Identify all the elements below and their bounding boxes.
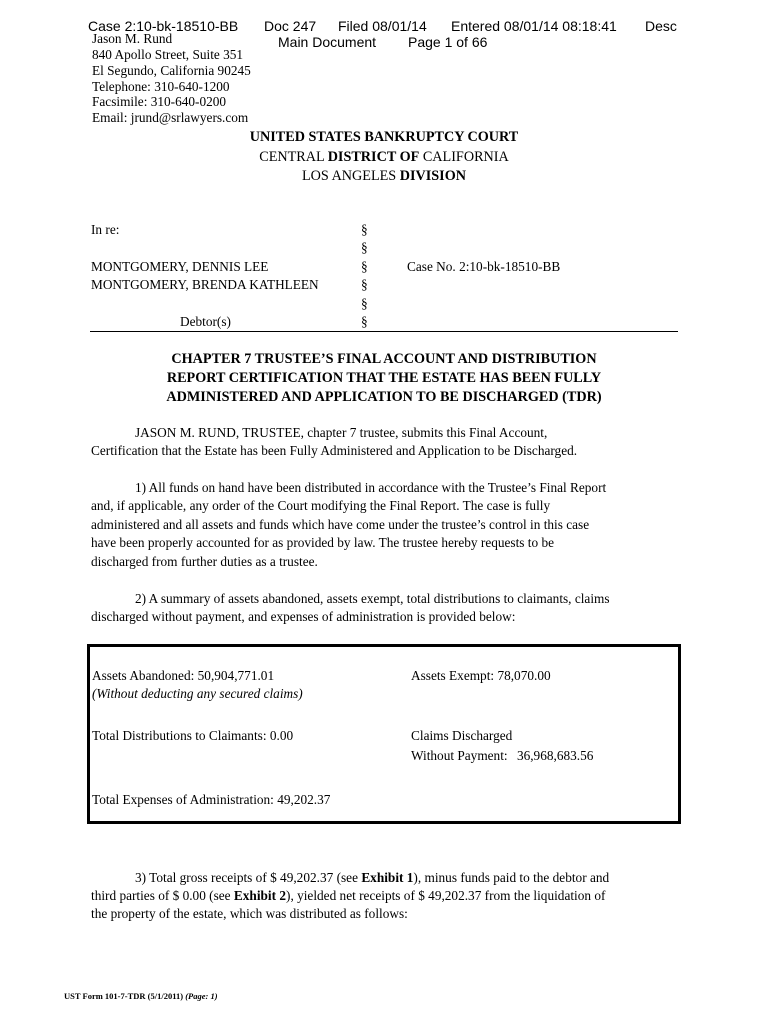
division-label: DIVISION (399, 168, 466, 184)
district-label: DISTRICT OF (327, 149, 420, 165)
filing-stamp-page: Page 1 of 66 (408, 34, 488, 50)
in-re-label: In re: (91, 222, 120, 237)
filing-stamp-filed: Filed 08/01/14 (338, 18, 427, 34)
section-symbol: § (361, 314, 368, 329)
para2-line-1: 2) A summary of assets abandoned, assets exempt, total distributions to claimants, claims (135, 591, 610, 606)
attorney-street: 840 Apollo Street, Suite 351 (92, 47, 244, 62)
total-distributions (92, 728, 293, 744)
case-number: Case No. 2:10-bk-18510-BB (407, 259, 561, 274)
para3-line-2 (91, 888, 605, 904)
para3-line-1-b: ), minus funds paid to the debtor and (413, 870, 610, 885)
para1-line-2: and, if applicable, any order of the Court modifying the Final Report. The case is fully (91, 498, 551, 513)
without-payment (411, 748, 593, 764)
form-footer (64, 991, 218, 1001)
section-symbol: § (361, 277, 368, 292)
district-state: CALIFORNIA (422, 149, 509, 165)
assets-exempt-label: Assets Exempt: (411, 668, 495, 683)
total-expenses (92, 792, 330, 808)
debtor-name-2: MONTGOMERY, BRENDA KATHLEEN (91, 277, 319, 292)
abandoned-note: (Without deducting any secured claims) (92, 686, 303, 701)
claims-discharged-label: Claims Discharged (411, 728, 513, 743)
total-expenses-value: 49,202.37 (277, 792, 331, 807)
attorney-city: El Segundo, California 90245 (92, 63, 251, 78)
section-symbol: § (361, 240, 368, 255)
filing-stamp-case: Case 2:10-bk-18510-BB (88, 18, 239, 34)
exhibit-2-reference: Exhibit 2 (233, 888, 287, 903)
para3-line-1-a: 3) Total gross receipts of $ 49,202.37 (see (135, 870, 362, 885)
division-name: LOS ANGELES (302, 168, 397, 184)
total-distributions-label: Total Distributions to Claimants: (92, 728, 267, 743)
para3-line-3: the property of the estate, which was distributed as follows: (91, 906, 408, 921)
section-symbol: § (361, 222, 368, 237)
attorney-facsimile: Facsimile: 310-640-0200 (92, 94, 227, 109)
page-indicator: (Page: 1) (185, 991, 218, 1001)
document-title-line-1: CHAPTER 7 TRUSTEE’S FINAL ACCOUNT AND DISTRIBUTION (171, 351, 597, 367)
filing-stamp-main-doc: Main Document (278, 34, 377, 50)
court-division (0, 168, 768, 185)
filing-stamp-doc: Doc 247 (264, 18, 317, 34)
para1-line-5: discharged from further duties as a trustee. (91, 554, 318, 569)
para3-line-2-b: ), yielded net receipts of $ 49,202.37 from the liquidation of (286, 888, 606, 903)
debtor-label: Debtor(s) (180, 314, 231, 329)
intro-line-1: JASON M. RUND, TRUSTEE, chapter 7 trustee, submits this Final Account, (135, 425, 548, 440)
total-expenses-label: Total Expenses of Administration: (92, 792, 274, 807)
document-title-line-3: ADMINISTERED AND APPLICATION TO BE DISCHARGED (TDR) (166, 389, 602, 405)
assets-abandoned-label: Assets Abandoned: (92, 668, 195, 683)
debtor-name-1: MONTGOMERY, DENNIS LEE (91, 259, 269, 274)
court-district (0, 149, 768, 166)
form-id: UST Form 101-7-TDR (5/1/2011) (64, 991, 184, 1001)
exhibit-1-reference: Exhibit 1 (361, 870, 414, 885)
attorney-telephone: Telephone: 310-640-1200 (92, 79, 230, 94)
para2-line-2: discharged without payment, and expenses of administration is provided below: (91, 609, 516, 624)
intro-line-2: Certification that the Estate has been Fully Administered and Application to be Discharged. (91, 443, 578, 458)
para1-line-3: administered and all assets and funds which have come under the trustee’s control in this case (91, 517, 590, 532)
para3-line-2-a: third parties of $ 0.00 (see (91, 888, 234, 903)
caption-divider (90, 331, 678, 332)
attorney-name: Jason M. Rund (92, 31, 173, 46)
document-title-line-2: REPORT CERTIFICATION THAT THE ESTATE HAS BEEN FULLY (166, 370, 602, 386)
attorney-email: Email: jrund@srlawyers.com (92, 110, 249, 125)
para1-line-1: 1) All funds on hand have been distributed in accordance with the Trustee’s Final Report (135, 480, 607, 495)
assets-abandoned (92, 668, 274, 684)
para3-line-1 (135, 870, 609, 886)
without-payment-value: 36,968,683.56 (516, 748, 594, 763)
district-name: CENTRAL (259, 149, 325, 165)
para1-line-4: have been properly accounted for as provided by law. The trustee hereby requests to be (91, 535, 555, 550)
without-payment-label: Without Payment: (411, 748, 508, 763)
assets-abandoned-value: 50,904,771.01 (197, 668, 275, 683)
assets-exempt (411, 668, 551, 684)
total-distributions-value: 0.00 (269, 728, 294, 743)
filing-stamp-entered: Entered 08/01/14 08:18:41 (451, 18, 617, 34)
section-symbol: § (361, 296, 368, 311)
assets-exempt-value: 78,070.00 (497, 668, 551, 683)
court-name: UNITED STATES BANKRUPTCY COURT (249, 129, 519, 145)
section-symbol: § (361, 259, 368, 274)
filing-stamp-desc: Desc (645, 18, 677, 34)
